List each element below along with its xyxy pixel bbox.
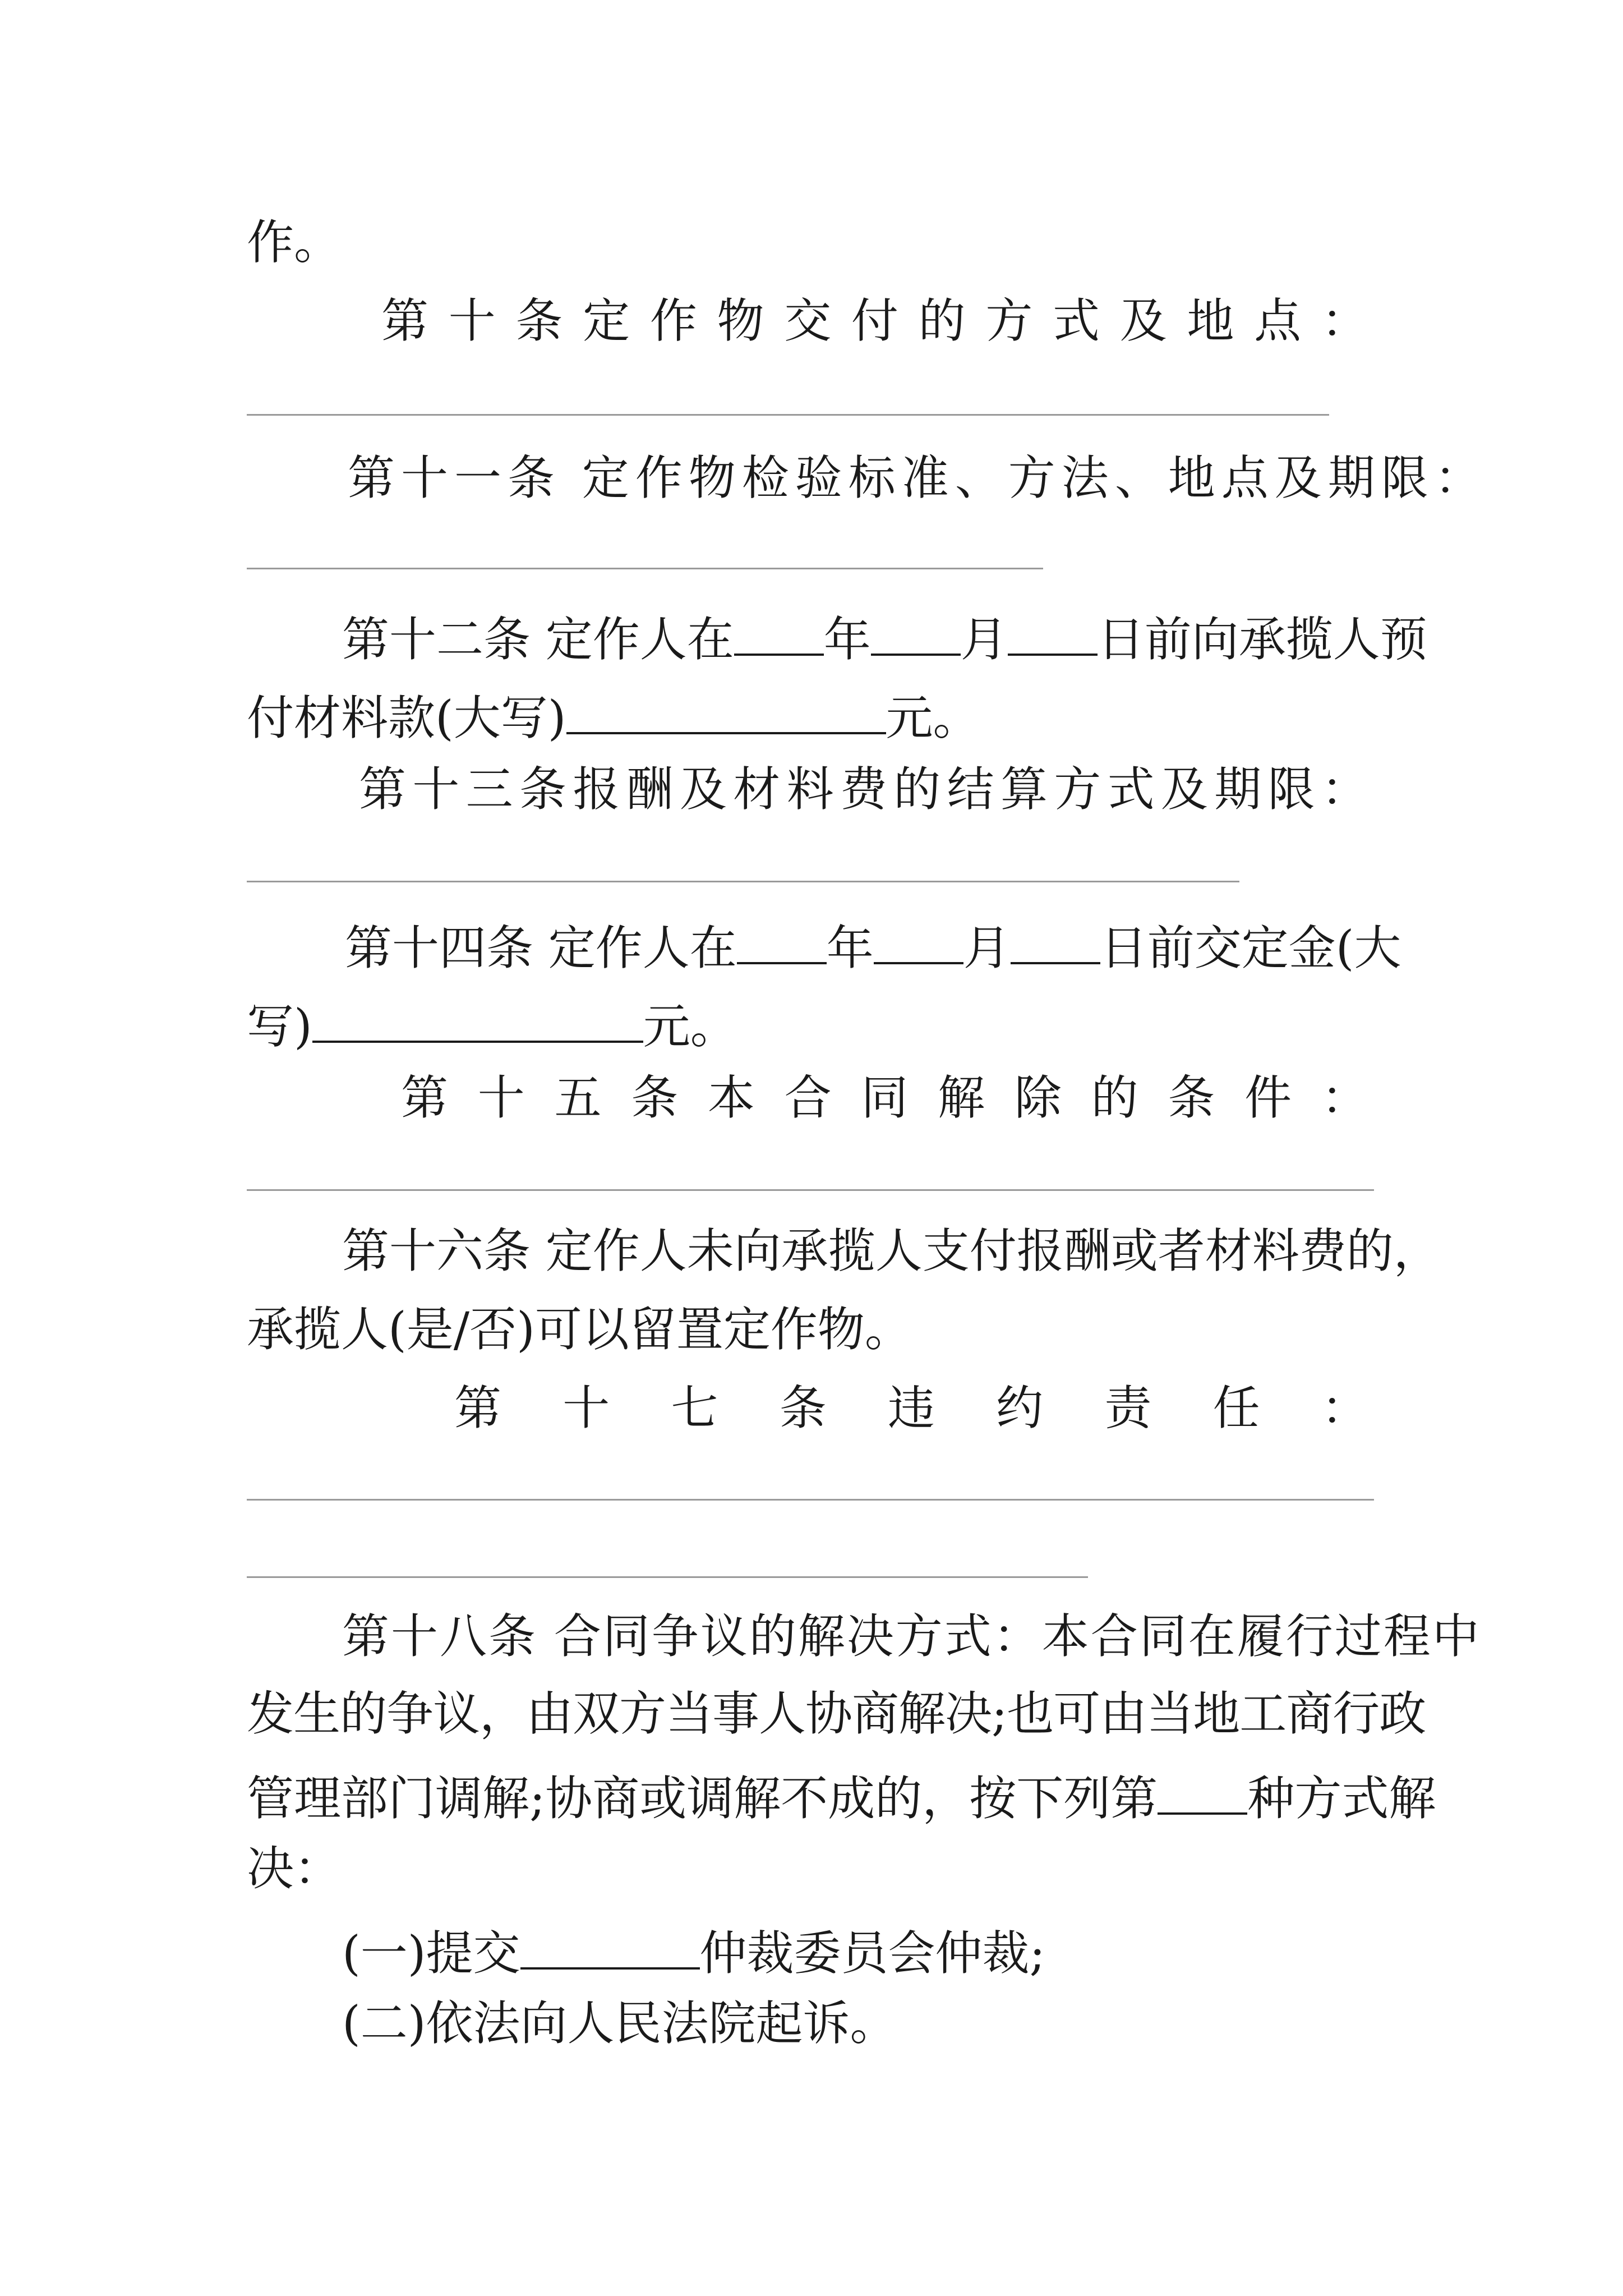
heading-char: 定 <box>583 293 630 348</box>
heading-char: 的 <box>918 293 966 348</box>
fill-in-line <box>247 568 1043 569</box>
heading-char: 及 <box>679 762 727 817</box>
heading-char: 交 <box>784 293 832 348</box>
heading-char: 条 <box>631 1070 679 1125</box>
heading-char: 第 <box>454 1381 502 1435</box>
heading-char: 式 <box>1053 293 1100 348</box>
text: 写) <box>247 999 312 1054</box>
article-16-line-1: 第十六条 定作人未向承揽人支付报酬或者材料费的， <box>342 1223 1441 1278</box>
article-18-line-2: 发生的争议，由双方当事人协商解决;也可由当地工商行政 <box>247 1686 1426 1741</box>
heading-char: 条 <box>1168 1070 1215 1125</box>
article-18-line-1: 第十八条 合同争议的解决方式：本合同在履行过程中 <box>342 1609 1481 1664</box>
heading-char: 合 <box>784 1070 832 1125</box>
article-16-line-2: 承揽人(是/否)可以留置定作物。 <box>247 1302 912 1357</box>
heading-char: 及 <box>1119 293 1167 348</box>
heading-char: 作 <box>649 293 697 348</box>
heading-char: 付 <box>851 293 898 348</box>
blank-day <box>1008 609 1098 656</box>
heading-char: ： <box>1321 762 1368 817</box>
heading-char: 违 <box>887 1381 935 1435</box>
heading-char: 约 <box>996 1381 1044 1435</box>
article-10-heading <box>381 293 1368 348</box>
heading-char: 费 <box>840 762 887 817</box>
text: 仲裁委员会仲裁; <box>699 1925 1045 1981</box>
heading-char: 期 <box>1214 762 1262 817</box>
article-13-heading <box>359 762 1368 817</box>
option-1 <box>342 1922 1045 1981</box>
heading-char: 结 <box>947 762 994 817</box>
option-2: (二)依法向人民法院起诉。 <box>342 1996 897 2051</box>
heading-char: 酬 <box>626 762 674 817</box>
fill-in-line <box>247 1499 1374 1501</box>
heading-char: 任 <box>1212 1381 1260 1435</box>
heading-char: 七 <box>671 1381 718 1435</box>
heading-char: 材 <box>733 762 781 817</box>
heading-char: 算 <box>1000 762 1048 817</box>
text: 月 <box>960 611 1008 667</box>
text: 年 <box>826 920 874 976</box>
heading-char: 报 <box>573 762 620 817</box>
heading-char: 条 <box>515 293 563 348</box>
heading-char: ： <box>1321 293 1368 348</box>
blank-arbitration-commission <box>520 1922 700 1970</box>
blank-year <box>737 917 827 964</box>
article-17-heading <box>454 1381 1368 1435</box>
heading-char: 地 <box>1187 293 1234 348</box>
heading-char: 方 <box>1054 762 1101 817</box>
text: (一)提交 <box>342 1925 520 1981</box>
article-18-line-3 <box>247 1768 1436 1826</box>
heading-char: ： <box>1321 1381 1368 1435</box>
article-14-line-2 <box>247 996 737 1054</box>
heading-char: 的 <box>1091 1070 1138 1125</box>
heading-char: 的 <box>893 762 941 817</box>
blank-month <box>874 917 963 964</box>
text: 种方式解 <box>1247 1770 1436 1826</box>
heading-char: 十 <box>477 1070 525 1125</box>
heading-char: 十 <box>448 293 496 348</box>
heading-char: 除 <box>1014 1070 1062 1125</box>
fill-in-line <box>247 1576 1088 1578</box>
blank-amount <box>566 687 886 734</box>
blank-option-number <box>1158 1768 1247 1815</box>
heading-char: 条 <box>779 1381 827 1435</box>
text: 日前交定金(大 <box>1100 920 1401 976</box>
text: 第十四条 定作人在 <box>345 920 737 976</box>
heading-char: 物 <box>717 293 764 348</box>
heading-char: 责 <box>1104 1381 1152 1435</box>
text-line: 作。 <box>247 215 342 270</box>
fill-in-line <box>247 414 1329 416</box>
heading-char: 五 <box>554 1070 602 1125</box>
article-18-line-4: 决： <box>247 1841 342 1896</box>
heading-char: 本 <box>707 1070 755 1125</box>
heading-char: 十 <box>412 762 460 817</box>
heading-char: 十 <box>562 1381 610 1435</box>
heading-char: 第 <box>381 293 429 348</box>
heading-char: 点 <box>1254 293 1302 348</box>
heading-char: 限 <box>1267 762 1315 817</box>
article-14-line-1 <box>345 917 1401 976</box>
article-12-line-2 <box>247 687 980 746</box>
text: 月 <box>963 920 1011 976</box>
blank-day <box>1011 917 1100 964</box>
article-12-line-1 <box>342 609 1427 667</box>
text: 年 <box>823 611 871 667</box>
text: 管理部门调解;协商或调解不成的，按下列第 <box>247 1770 1158 1826</box>
heading-char: 第 <box>401 1070 449 1125</box>
text: 日前向承揽人预 <box>1097 611 1427 667</box>
article-15-heading <box>401 1070 1368 1125</box>
blank-year <box>734 609 824 656</box>
fill-in-line <box>247 881 1239 882</box>
text: 付材料款(大写) <box>247 690 566 746</box>
text: 元。 <box>886 690 980 746</box>
text: 第十二条 定作人在 <box>342 611 734 667</box>
heading-char: 同 <box>861 1070 909 1125</box>
blank-amount <box>312 996 643 1043</box>
heading-char: 方 <box>985 293 1033 348</box>
heading-char: 条 <box>519 762 566 817</box>
heading-char: 式 <box>1107 762 1155 817</box>
heading-char: 三 <box>465 762 513 817</box>
heading-char: 解 <box>938 1070 985 1125</box>
heading-char: 件 <box>1244 1070 1292 1125</box>
blank-month <box>871 609 961 656</box>
text: 元。 <box>643 999 737 1054</box>
heading-char: 及 <box>1160 762 1208 817</box>
heading-char: 第 <box>359 762 407 817</box>
heading-char: ： <box>1321 1070 1368 1125</box>
fill-in-line <box>247 1189 1374 1191</box>
heading-char: 料 <box>786 762 834 817</box>
article-11-heading: 第十一条 定作物检验标准、方法、地点及期限： <box>348 450 1488 505</box>
